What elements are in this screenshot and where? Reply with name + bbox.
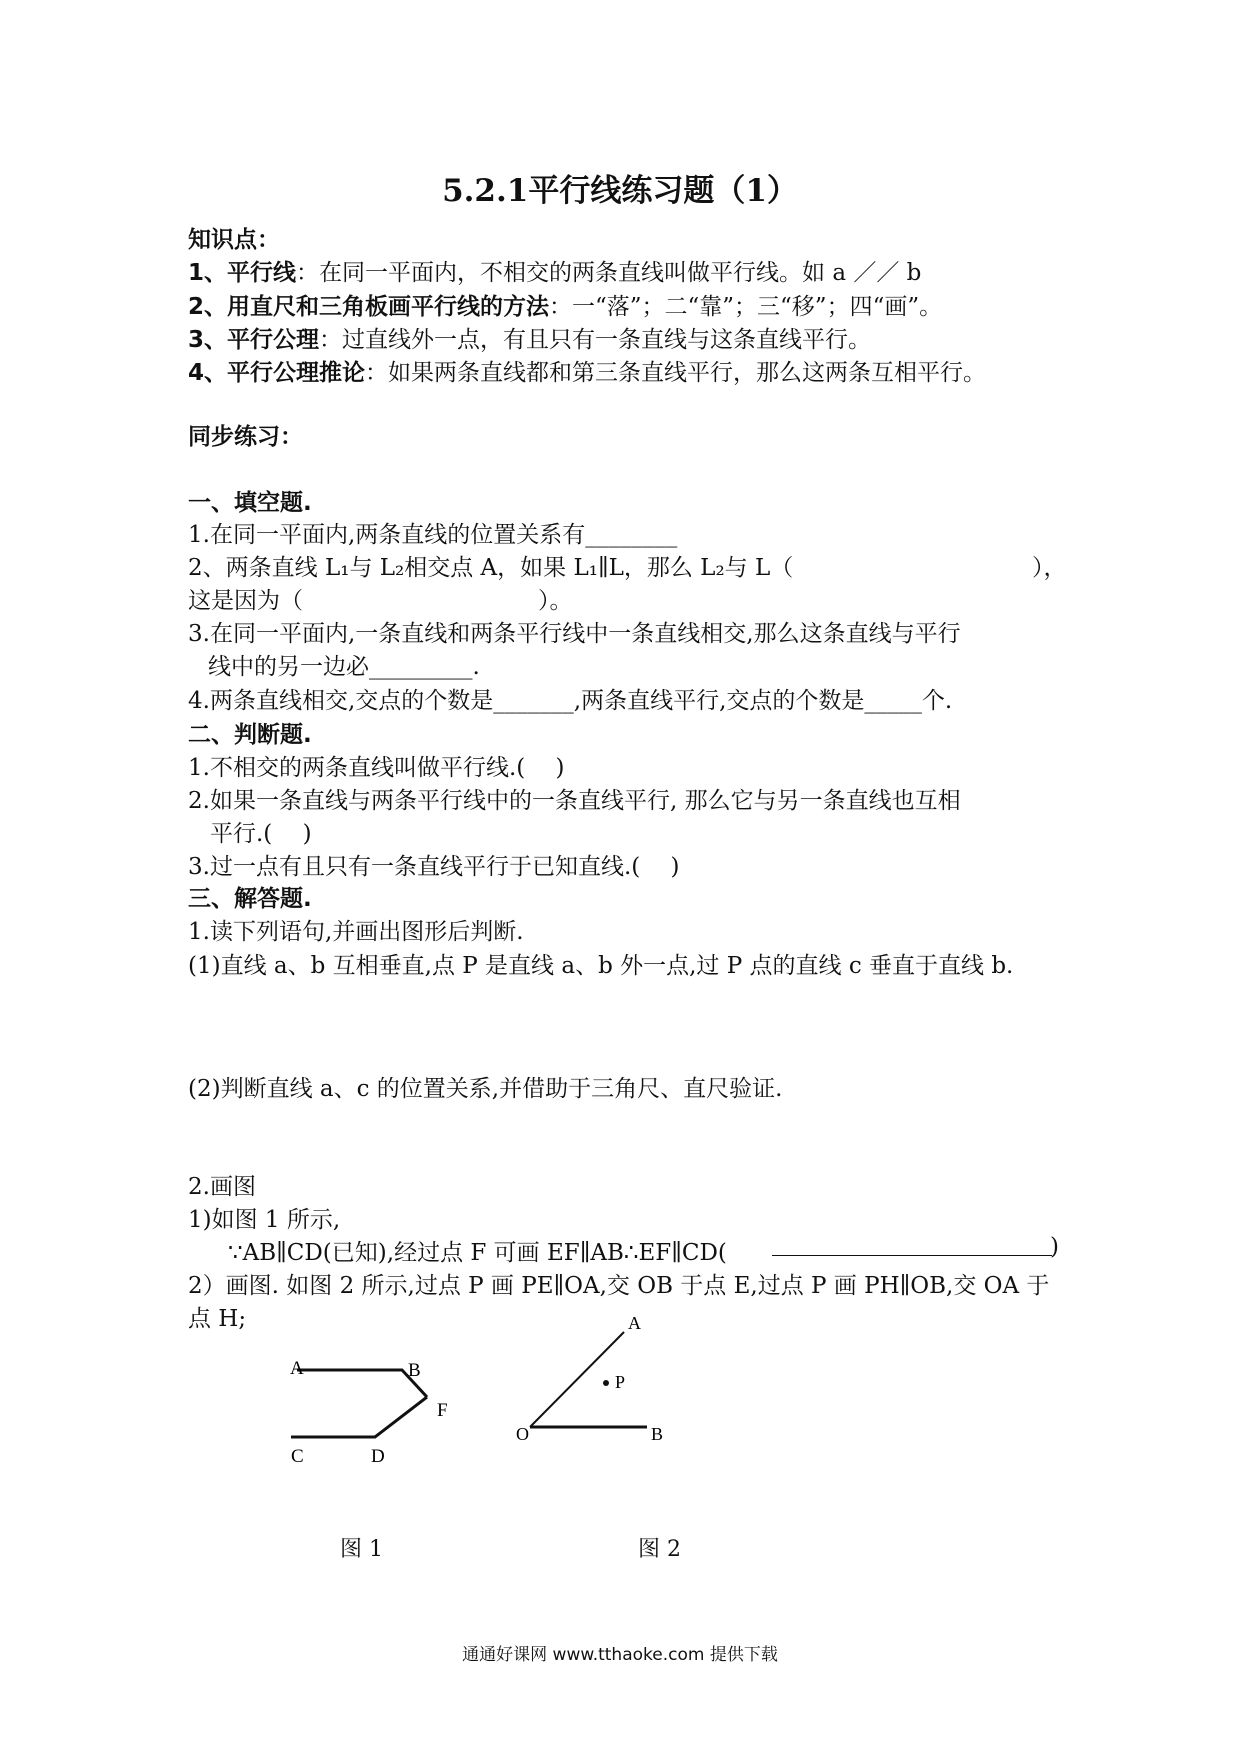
answer-q2-part1: 1)如图 1 所示, — [188, 1207, 341, 1233]
answer-q2-part1-statement: ∵AB∥CD(已知),经过点 F 可画 EF∥AB∴EF∥CD( — [228, 1240, 727, 1266]
footer-source: 通通好课网 www.tthaoke.com 提供下载 — [462, 1645, 778, 1665]
figure-2-ray-OA — [530, 1332, 624, 1427]
knowledge-point-3-text: ：过直线外一点，有且只有一条直线与这条直线平行。 — [319, 327, 872, 353]
figure-1-label-A: A — [290, 1358, 304, 1379]
fill-q2-line2: 这是因为（ — [188, 588, 303, 614]
judge-q2-line1: 2.如果一条直线与两条平行线中的一条直线平行, 那么它与另一条直线也互相 — [188, 788, 961, 814]
fill-q2-line1-end: ）， — [1032, 555, 1067, 581]
practice-heading: 同步练习： — [188, 424, 303, 450]
figure-1-lower-path — [291, 1397, 427, 1437]
section-judge-heading: 二、判断题. — [188, 722, 312, 748]
fill-q2-line2-end: ）。 — [538, 588, 573, 614]
figure-2-label-O: O — [516, 1424, 529, 1444]
judge-q3: 3.过一点有且只有一条直线平行于已知直线.( ) — [188, 854, 680, 880]
answer-q2-part1-end: ) — [1050, 1234, 1059, 1260]
fill-q3-line2: 线中的另一边必_________. — [208, 654, 480, 680]
figure-1-label-D: D — [371, 1446, 385, 1467]
figure-2-label-B: B — [651, 1424, 664, 1444]
figure-2-label-A: A — [628, 1313, 641, 1333]
answer-q2-part2-line2: 点 H; — [188, 1306, 247, 1332]
fill-q2-line1: 2、两条直线 L₁与 L₂相交点 A，如果 L₁∥L，那么 L₂与 L（ — [188, 555, 794, 581]
figure-2-label-P: P — [615, 1372, 626, 1392]
fill-q4: 4.两条直线相交,交点的个数是_______,两条直线平行,交点的个数是_____个. — [188, 688, 953, 714]
section-answer-heading: 三、解答题. — [188, 886, 312, 912]
figure-1-label-B: B — [408, 1360, 421, 1381]
judge-q1: 1.不相交的两条直线叫做平行线.( ) — [188, 755, 565, 781]
section-fill-blank-heading: 一、填空题. — [188, 490, 312, 516]
figure-2 — [516, 1313, 663, 1444]
knowledge-point-4-text: ：如果两条直线都和第三条直线平行，那么这两条互相平行。 — [365, 360, 987, 386]
knowledge-point-2-label: 2、用直尺和三角板画平行线的方法 — [188, 294, 550, 320]
knowledge-point-4-label: 4、平行公理推论 — [188, 360, 366, 386]
figure-1 — [290, 1358, 448, 1467]
answer-q1-part2: (2)判断直线 a、c 的位置关系,并借助于三角尺、直尺验证. — [188, 1076, 783, 1102]
knowledge-point-2-text: ：一“落”；二“靠”；三“移”；四“画”。 — [549, 294, 943, 320]
knowledge-heading: 知识点： — [188, 227, 280, 253]
judge-q2-line2: 平行.( ) — [210, 821, 312, 847]
knowledge-point-1-text: ：在同一平面内，不相交的两条直线叫做平行线。如 a ／／ b — [296, 260, 922, 286]
figure-2-point-P — [603, 1380, 609, 1386]
fill-q3-line1: 3.在同一平面内,一条直线和两条平行线中一条直线相交,那么这条直线与平行 — [188, 621, 961, 647]
fill-q1: 1.在同一平面内,两条直线的位置关系有________ — [188, 522, 678, 548]
answer-q2: 2.画图 — [188, 1174, 256, 1200]
figure-1-label-C: C — [291, 1446, 304, 1467]
answer-q2-part2-line1: 2）画图. 如图 2 所示,过点 P 画 PE∥OA,交 OB 于点 E,过点 P 画 PH∥OB,交 OA 于 — [188, 1273, 1050, 1299]
figure-1-caption: 图 1 — [340, 1537, 383, 1562]
answer-q1-part1: (1)直线 a、b 互相垂直,点 P 是直线 a、b 外一点,过 P 点的直线 c 垂直于直线 b. — [188, 953, 1014, 979]
answer-q1: 1.读下列语句,并画出图形后判断. — [188, 919, 524, 945]
figure-1-label-F: F — [437, 1400, 448, 1421]
figure-2-caption: 图 2 — [638, 1537, 681, 1562]
page-title: 5.2.1平行线练习题（1） — [442, 173, 798, 209]
knowledge-point-3-label: 3、平行公理 — [188, 327, 320, 353]
knowledge-point-1-label: 1、平行线 — [188, 260, 297, 286]
